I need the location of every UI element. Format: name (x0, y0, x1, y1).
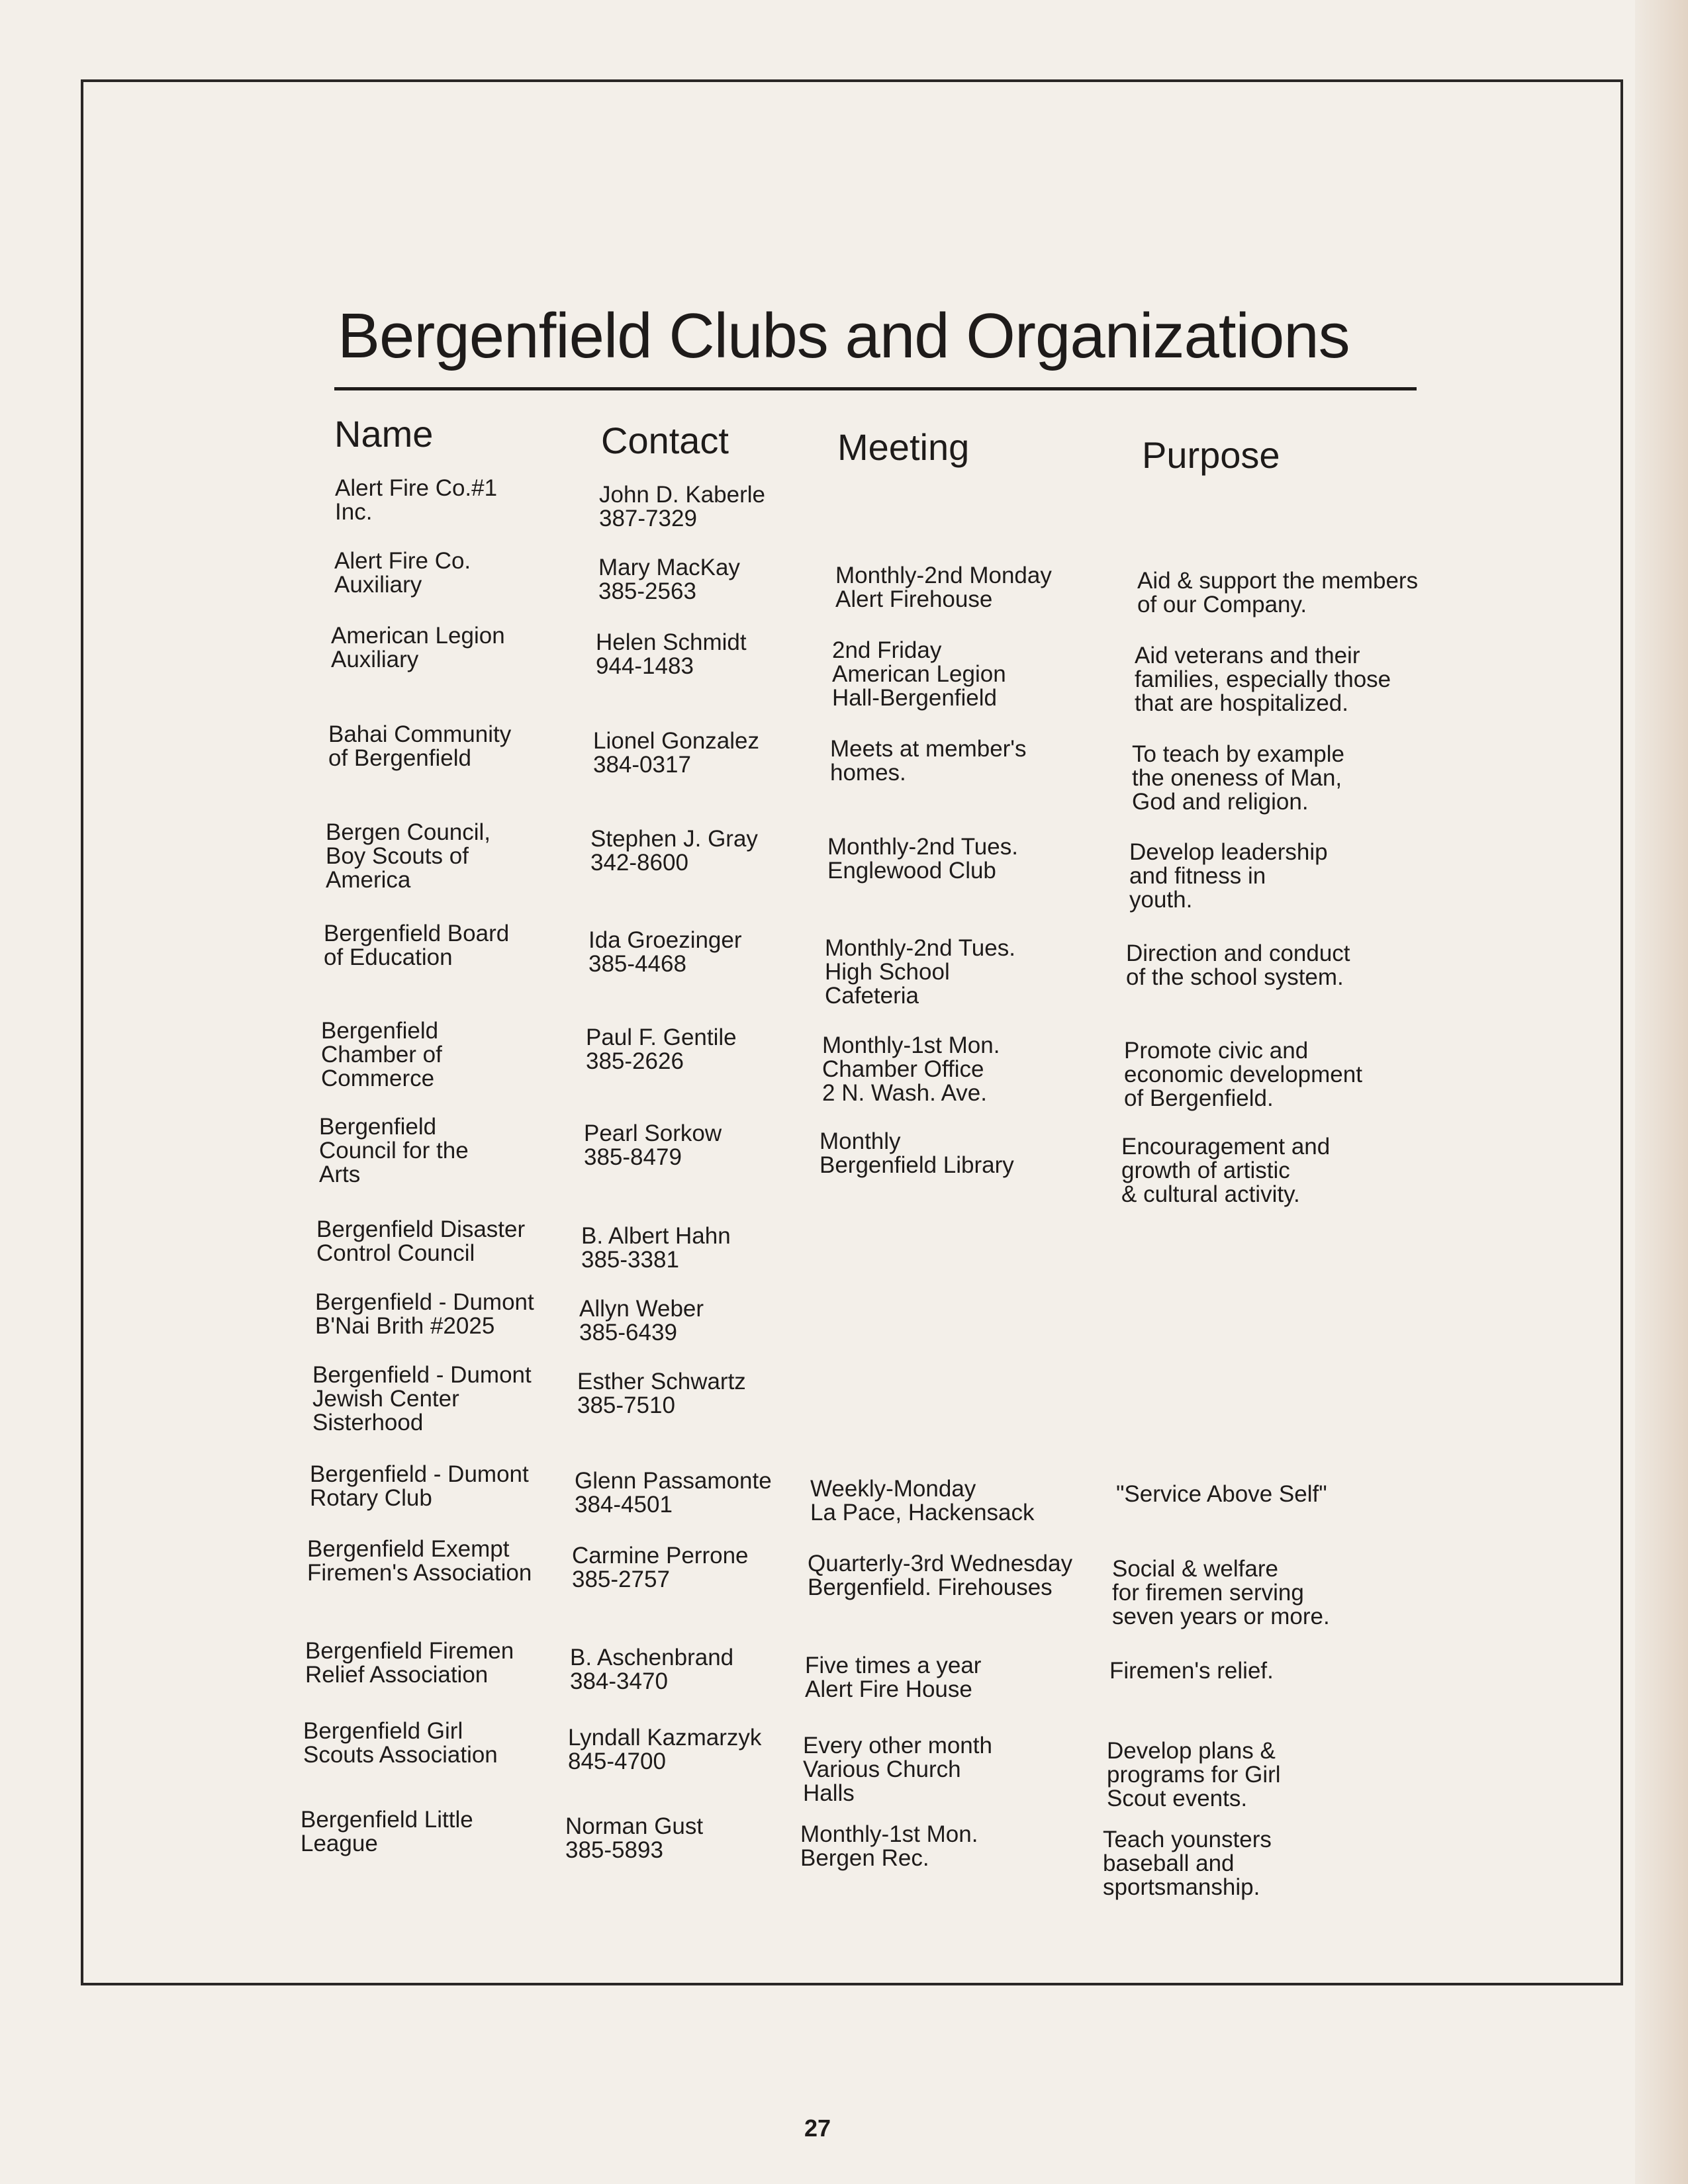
meeting-line: La Pace, Hackensack (810, 1500, 1035, 1525)
purpose-line: families, especially those (1135, 666, 1391, 692)
purpose-line: for firemen serving (1112, 1580, 1304, 1606)
contact-cell (572, 1544, 749, 1592)
purpose-line: programs for Girl (1107, 1762, 1281, 1788)
contact-cell (565, 1815, 703, 1862)
purpose-line: Firemen's relief. (1109, 1658, 1274, 1684)
name-cell (319, 1115, 469, 1187)
meeting-line: Bergen Rec. (800, 1845, 929, 1871)
column-header-meeting: Meeting (837, 426, 970, 468)
contact-cell (599, 483, 765, 531)
contact-cell (598, 556, 740, 604)
meeting-line: Various Church (803, 1756, 961, 1782)
page-number: 27 (804, 2115, 831, 2142)
meeting-line: Monthly-2nd Monday (835, 563, 1052, 588)
contact-line: 384-3470 (570, 1668, 668, 1694)
name-line: Bergenfield Girl (303, 1718, 463, 1744)
meeting-line: Five times a year (805, 1653, 982, 1678)
name-cell (335, 477, 497, 524)
name-line: Bergenfield - Dumont (310, 1461, 529, 1487)
meeting-cell (800, 1823, 978, 1870)
contact-line: B. Aschenbrand (570, 1645, 734, 1670)
purpose-cell (1107, 1739, 1281, 1811)
contact-line: 342-8600 (590, 850, 688, 876)
meeting-line: 2 N. Wash. Ave. (822, 1080, 987, 1106)
purpose-cell (1124, 1039, 1362, 1111)
purpose-line: Aid & support the members (1137, 568, 1419, 594)
meeting-cell (810, 1477, 1035, 1525)
purpose-line: the oneness of Man, (1132, 765, 1342, 791)
contact-cell (581, 1224, 731, 1272)
contact-line: Allyn Weber (579, 1296, 704, 1322)
meeting-line: Monthly-1st Mon. (822, 1032, 1000, 1058)
meeting-cell (825, 936, 1015, 1008)
page-title: Bergenfield Clubs and Organizations (338, 300, 1350, 371)
contact-line: Carmine Perrone (572, 1543, 749, 1569)
name-line: Firemen's Association (307, 1560, 532, 1586)
contact-line: Stephen J. Gray (590, 826, 758, 852)
contact-line: Norman Gust (565, 1813, 704, 1839)
purpose-cell (1132, 743, 1344, 814)
column-header-purpose: Purpose (1142, 434, 1280, 476)
name-line: Bergenfield Disaster (316, 1216, 526, 1242)
purpose-line: of the school system. (1126, 964, 1344, 990)
name-cell (316, 1218, 525, 1265)
name-line: Bergenfield (319, 1114, 437, 1140)
purpose-cell (1129, 841, 1328, 912)
name-cell (326, 821, 491, 892)
purpose-line: of Bergenfield. (1124, 1085, 1274, 1111)
meeting-line: Meets at member's (830, 736, 1027, 762)
name-line: League (301, 1831, 378, 1856)
contact-line: Mary MacKay (598, 555, 740, 580)
meeting-line: Monthly-2nd Tues. (827, 834, 1018, 860)
contact-cell (584, 1122, 722, 1169)
contact-line: 384-0317 (593, 752, 691, 778)
purpose-cell (1109, 1659, 1274, 1683)
purpose-line: Direction and conduct (1126, 940, 1350, 966)
contact-line: Helen Schmidt (596, 629, 747, 655)
name-line: Bergenfield Exempt (307, 1536, 510, 1562)
name-line: B'Nai Brith #2025 (315, 1313, 495, 1339)
meeting-line: High School (825, 959, 950, 985)
meeting-line: Monthly-1st Mon. (800, 1821, 978, 1847)
name-line: Relief Association (305, 1662, 489, 1688)
name-line: Auxiliary (334, 572, 422, 598)
name-cell (324, 922, 509, 970)
purpose-cell (1116, 1482, 1327, 1506)
name-cell (310, 1463, 529, 1510)
meeting-line: Monthly-2nd Tues. (825, 935, 1015, 961)
contact-line: 385-5893 (565, 1837, 663, 1863)
name-line: Scouts Association (303, 1742, 498, 1768)
contact-line: 384-4501 (575, 1492, 673, 1518)
meeting-line: Bergenfield Library (820, 1152, 1014, 1178)
page-edge-shadow (1635, 0, 1688, 2184)
meeting-line: homes. (830, 760, 906, 786)
contact-line: 385-2757 (572, 1567, 670, 1592)
meeting-line: Englewood Club (827, 858, 996, 884)
purpose-line: that are hospitalized. (1135, 690, 1348, 716)
column-header-name: Name (334, 413, 434, 455)
meeting-line: American Legion (832, 661, 1006, 687)
name-cell (312, 1363, 532, 1435)
meeting-cell (830, 737, 1027, 785)
name-line: American Legion (331, 623, 505, 649)
purpose-line: sportsmanship. (1103, 1874, 1260, 1900)
purpose-line: To teach by example (1132, 741, 1345, 767)
name-line: Arts (319, 1161, 361, 1187)
meeting-line: Monthly (820, 1128, 901, 1154)
contact-cell (575, 1469, 772, 1517)
purpose-line: God and religion. (1132, 789, 1309, 815)
meeting-cell (832, 639, 1006, 710)
contact-line: B. Albert Hahn (581, 1223, 731, 1249)
name-line: of Education (324, 944, 453, 970)
contact-line: 385-8479 (584, 1144, 682, 1170)
purpose-cell (1112, 1557, 1330, 1629)
contact-cell (577, 1370, 746, 1418)
purpose-line: Promote civic and (1124, 1038, 1309, 1064)
name-line: Bergenfield Board (324, 921, 510, 946)
name-cell (305, 1639, 514, 1687)
contact-line: 944-1483 (596, 653, 694, 679)
purpose-line: of our Company. (1137, 592, 1307, 617)
contact-line: 385-7510 (577, 1392, 675, 1418)
contact-line: John D. Kaberle (599, 482, 765, 508)
meeting-line: Halls (803, 1780, 855, 1806)
meeting-line: Cafeteria (825, 983, 919, 1009)
name-cell (307, 1537, 532, 1585)
name-line: Inc. (335, 499, 373, 525)
purpose-line: "Service Above Self" (1116, 1481, 1327, 1507)
name-line: Bergenfield - Dumont (315, 1289, 534, 1315)
name-cell (315, 1291, 534, 1338)
purpose-line: Social & welfare (1112, 1556, 1278, 1582)
contact-cell (590, 827, 758, 875)
purpose-cell (1103, 1828, 1272, 1899)
name-cell (301, 1808, 473, 1856)
contact-line: Lyndall Kazmarzyk (568, 1725, 762, 1751)
meeting-line: Quarterly-3rd Wednesday (808, 1551, 1073, 1576)
contact-line: Paul F. Gentile (586, 1024, 737, 1050)
contact-line: 385-6439 (579, 1320, 677, 1345)
meeting-cell (808, 1552, 1072, 1600)
name-line: Sisterhood (312, 1410, 424, 1435)
purpose-line: economic development (1124, 1062, 1362, 1087)
contact-line: Esther Schwartz (577, 1369, 746, 1394)
contact-line: Pearl Sorkow (584, 1120, 722, 1146)
title-underline (334, 387, 1417, 390)
name-line: Bergenfield - Dumont (312, 1362, 532, 1388)
meeting-cell (803, 1734, 992, 1805)
meeting-line: Every other month (803, 1733, 992, 1758)
purpose-line: Develop leadership (1129, 839, 1328, 865)
column-header-contact: Contact (601, 420, 729, 461)
contact-line: 385-2626 (586, 1048, 684, 1074)
name-line: Council for the (319, 1138, 469, 1163)
contact-cell (579, 1297, 704, 1345)
name-line: Bergenfield Little (301, 1807, 473, 1833)
name-line: Boy Scouts of (326, 843, 469, 869)
name-line: Bergenfield (321, 1018, 439, 1044)
name-cell (334, 549, 471, 597)
contact-line: 387-7329 (599, 506, 697, 531)
meeting-line: Hall-Bergenfield (832, 685, 998, 711)
name-line: Bergenfield Firemen (305, 1638, 514, 1664)
purpose-cell (1121, 1135, 1330, 1206)
name-line: Alert Fire Co.#1 (335, 475, 498, 501)
meeting-line: Chamber Office (822, 1056, 984, 1082)
contact-cell (568, 1726, 761, 1774)
purpose-line: growth of artistic (1121, 1158, 1290, 1183)
purpose-line: Teach younsters (1103, 1827, 1272, 1852)
purpose-cell (1126, 942, 1350, 989)
meeting-line: Alert Firehouse (835, 586, 993, 612)
meeting-cell (835, 564, 1052, 612)
purpose-cell (1135, 644, 1391, 715)
name-line: Alert Fire Co. (334, 548, 471, 574)
meeting-cell (805, 1654, 981, 1702)
meeting-line: Alert Fire House (805, 1676, 972, 1702)
meeting-cell (822, 1034, 1000, 1105)
purpose-line: & cultural activity. (1121, 1181, 1300, 1207)
purpose-line: Encouragement and (1121, 1134, 1331, 1160)
contact-line: Ida Groezinger (588, 927, 742, 953)
meeting-line: Bergenfield. Firehouses (808, 1574, 1053, 1600)
contact-line: 385-3381 (581, 1247, 679, 1273)
contact-line: 385-2563 (598, 578, 696, 604)
name-cell (331, 624, 505, 672)
name-line: Jewish Center (312, 1386, 459, 1412)
name-cell (303, 1719, 498, 1767)
contact-line: Lionel Gonzalez (593, 728, 759, 754)
contact-cell (588, 929, 742, 976)
meeting-line: Weekly-Monday (810, 1476, 976, 1502)
name-line: Chamber of (321, 1042, 442, 1068)
purpose-line: and fitness in (1129, 863, 1266, 889)
purpose-line: Scout events. (1107, 1786, 1248, 1811)
purpose-line: Develop plans & (1107, 1738, 1276, 1764)
contact-cell (593, 729, 759, 777)
contact-line: Glenn Passamonte (575, 1468, 772, 1494)
name-line: Control Council (316, 1240, 475, 1266)
meeting-cell (827, 835, 1018, 883)
meeting-cell (820, 1130, 1014, 1177)
purpose-line: Aid veterans and their (1135, 643, 1360, 668)
contact-line: 845-4700 (568, 1749, 666, 1774)
name-line: America (326, 867, 411, 893)
name-line: Auxiliary (331, 647, 419, 672)
contact-cell (586, 1026, 737, 1073)
meeting-line: 2nd Friday (832, 637, 942, 663)
name-cell (321, 1019, 442, 1091)
purpose-line: baseball and (1103, 1850, 1235, 1876)
purpose-line: seven years or more. (1112, 1604, 1330, 1629)
purpose-line: youth. (1129, 887, 1193, 913)
purpose-cell (1137, 569, 1418, 617)
name-line: of Bergenfield (328, 745, 471, 771)
name-line: Rotary Club (310, 1485, 432, 1511)
contact-cell (570, 1646, 733, 1694)
name-cell (328, 723, 511, 770)
name-line: Commerce (321, 1066, 435, 1091)
name-line: Bahai Community (328, 721, 512, 747)
contact-line: 385-4468 (588, 951, 686, 977)
contact-cell (596, 631, 747, 678)
name-line: Bergen Council, (326, 819, 491, 845)
